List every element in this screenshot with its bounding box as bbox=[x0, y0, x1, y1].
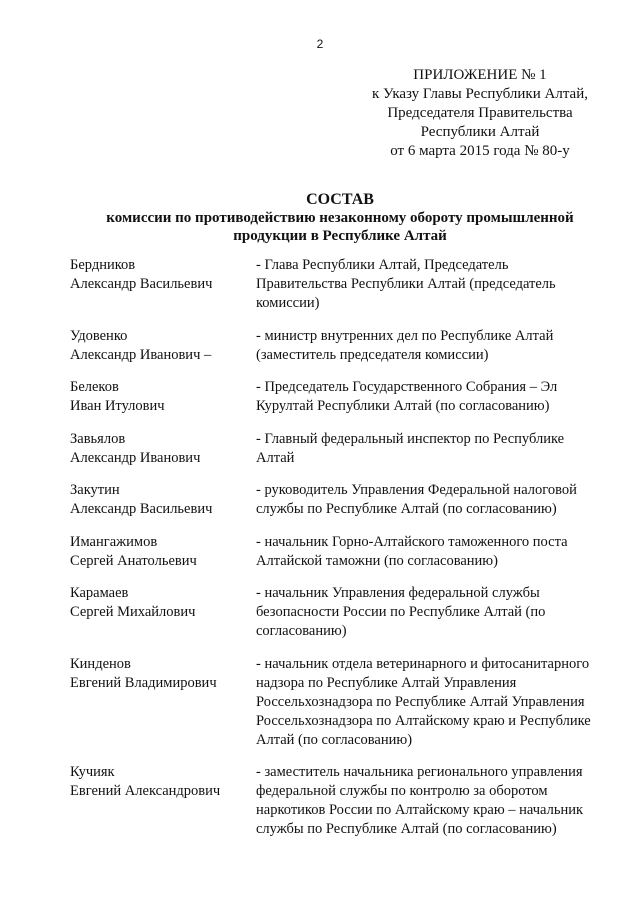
member-row bbox=[70, 584, 610, 641]
document-heading bbox=[60, 190, 620, 245]
member-role-line: - министр внутренних дел по Республике Алтай bbox=[256, 327, 554, 344]
member-name bbox=[70, 533, 256, 571]
members-list bbox=[70, 256, 610, 853]
member-role bbox=[256, 655, 610, 750]
member-role-line: согласованию) bbox=[256, 623, 347, 639]
member-name bbox=[70, 655, 256, 750]
appendix-line: Республики Алтай bbox=[420, 124, 540, 140]
member-row bbox=[70, 256, 610, 313]
member-surname: Кучияк bbox=[70, 764, 115, 780]
member-name bbox=[70, 481, 256, 519]
member-role-line: - начальник отдела ветеринарного и фитосанитарного bbox=[256, 655, 590, 672]
member-role-line: Курултай Республики Алтай (по согласованию) bbox=[256, 398, 550, 414]
member-role-line: (заместитель председателя комиссии) bbox=[256, 346, 489, 363]
heading-subtitle-line: продукции в Республике Алтай bbox=[233, 228, 447, 244]
member-role-line: надзора по Республике Алтай Управления bbox=[256, 674, 517, 691]
member-role bbox=[256, 256, 610, 313]
member-role-line: Алтайской таможни (по согласованию) bbox=[256, 552, 498, 569]
member-name bbox=[70, 327, 256, 365]
member-role-line: Правительства Республики Алтай (председатель bbox=[256, 276, 556, 292]
member-surname: Завьялов bbox=[70, 430, 126, 447]
member-surname: Кинденов bbox=[70, 655, 131, 672]
member-given: Иван Итулович bbox=[70, 398, 165, 414]
member-row bbox=[70, 378, 610, 416]
heading-subtitle-line: комиссии по противодействию незаконному обороту промышленной bbox=[106, 210, 574, 226]
member-name bbox=[70, 378, 256, 416]
member-role bbox=[256, 430, 610, 468]
appendix-block bbox=[330, 66, 630, 161]
member-row bbox=[70, 655, 610, 750]
member-given: Александр Васильевич bbox=[70, 276, 213, 292]
member-row bbox=[70, 533, 610, 571]
member-surname: Бердников bbox=[70, 257, 136, 273]
member-role-line: - руководитель Управления Федеральной налоговой bbox=[256, 482, 577, 498]
member-row bbox=[70, 481, 610, 519]
member-given: Евгений Александрович bbox=[70, 783, 221, 799]
member-surname: Карамаев bbox=[70, 585, 129, 601]
member-role-line: службы по Республике Алтай (по согласованию) bbox=[256, 821, 557, 837]
member-role bbox=[256, 763, 610, 839]
member-role bbox=[256, 533, 610, 571]
member-role-line: Алтай (по согласованию) bbox=[256, 731, 413, 748]
member-role-line: - заместитель начальника регионального управления bbox=[256, 764, 583, 780]
appendix-line: ПРИЛОЖЕНИЕ № 1 bbox=[413, 67, 547, 83]
member-given: Евгений Владимирович bbox=[70, 674, 217, 691]
member-role-line: безопасности России по Республике Алтай (по bbox=[256, 604, 546, 620]
member-role-line: - начальник Управления федеральной службы bbox=[256, 585, 540, 601]
member-role bbox=[256, 378, 610, 416]
page-number: 2 bbox=[316, 37, 324, 51]
member-given: Александр Васильевич bbox=[70, 501, 213, 517]
heading-title: СОСТАВ bbox=[306, 191, 374, 208]
member-name bbox=[70, 430, 256, 468]
member-name bbox=[70, 256, 256, 313]
member-role bbox=[256, 327, 610, 365]
appendix-line: Председателя Правительства bbox=[387, 105, 573, 121]
member-role-line: - Главный федеральный инспектор по Республике bbox=[256, 430, 565, 447]
member-row bbox=[70, 763, 610, 839]
member-given: Сергей Анатольевич bbox=[70, 552, 197, 569]
member-role-line: - Глава Республики Алтай, Председатель bbox=[256, 257, 509, 273]
member-role-line: - начальник Горно-Алтайского таможенного поста bbox=[256, 533, 568, 550]
member-surname: Закутин bbox=[70, 482, 120, 498]
member-role bbox=[256, 584, 610, 641]
member-role-line: - Председатель Государственного Собрания – Эл bbox=[256, 379, 558, 395]
member-role-line: Россельхознадзора по Республике Алтай Управления bbox=[256, 693, 585, 710]
member-role-line: Россельхознадзора по Алтайскому краю и Республике bbox=[256, 712, 591, 729]
member-surname: Белеков bbox=[70, 379, 119, 395]
member-surname: Удовенко bbox=[70, 327, 128, 344]
member-surname: Имангажимов bbox=[70, 533, 158, 550]
member-role-line: службы по Республике Алтай (по согласованию) bbox=[256, 501, 557, 517]
member-role-line: наркотиков России по Алтайскому краю – начальник bbox=[256, 802, 584, 818]
member-given: Александр Иванович – bbox=[70, 346, 212, 363]
member-name bbox=[70, 584, 256, 641]
appendix-line: от 6 марта 2015 года № 80-у bbox=[390, 143, 570, 159]
member-given: Сергей Михайлович bbox=[70, 604, 196, 620]
member-role-line: федеральной службы по контролю за оборотом bbox=[256, 783, 548, 799]
member-role-line: комиссии) bbox=[256, 295, 320, 311]
member-role-line: Алтай bbox=[256, 449, 295, 466]
appendix-line: к Указу Главы Республики Алтай, bbox=[371, 86, 588, 102]
member-role bbox=[256, 481, 610, 519]
member-name bbox=[70, 763, 256, 839]
member-row bbox=[70, 430, 610, 468]
member-given: Александр Иванович bbox=[70, 449, 201, 466]
member-row bbox=[70, 327, 610, 365]
